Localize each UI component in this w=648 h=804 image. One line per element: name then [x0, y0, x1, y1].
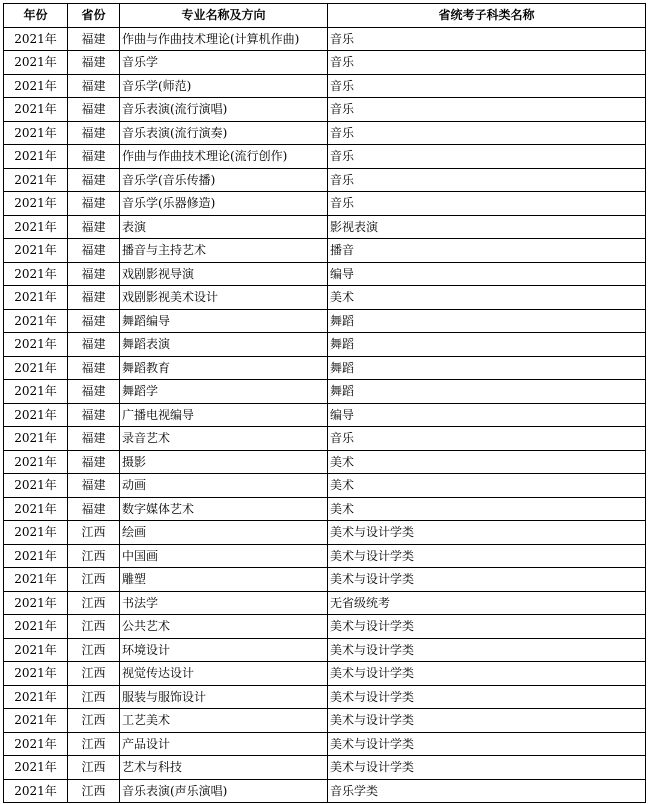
cell-category: 无省级统考 [328, 591, 646, 615]
cell-category: 音乐 [328, 27, 646, 51]
cell-year: 2021年 [4, 427, 68, 451]
table-row [4, 145, 646, 169]
table-row [4, 309, 646, 333]
cell-category: 美术与设计学类 [328, 756, 646, 780]
table-row [4, 544, 646, 568]
cell-province: 福建 [68, 309, 120, 333]
cell-province: 福建 [68, 403, 120, 427]
cell-year: 2021年 [4, 192, 68, 216]
table-row [4, 380, 646, 404]
cell-major: 音乐表演(流行演奏) [120, 121, 328, 145]
cell-major: 工艺美术 [120, 709, 328, 733]
cell-province: 江西 [68, 732, 120, 756]
table-row [4, 98, 646, 122]
cell-category: 美术与设计学类 [328, 732, 646, 756]
cell-province: 福建 [68, 450, 120, 474]
cell-year: 2021年 [4, 732, 68, 756]
cell-province: 江西 [68, 709, 120, 733]
table-row [4, 685, 646, 709]
table-row [4, 74, 646, 98]
cell-major: 中国画 [120, 544, 328, 568]
cell-category: 美术与设计学类 [328, 709, 646, 733]
header-category: 省统考子科类名称 [328, 4, 646, 28]
cell-category: 美术与设计学类 [328, 685, 646, 709]
table-row [4, 779, 646, 803]
cell-category: 美术与设计学类 [328, 615, 646, 639]
cell-year: 2021年 [4, 74, 68, 98]
cell-province: 福建 [68, 215, 120, 239]
cell-year: 2021年 [4, 591, 68, 615]
cell-province: 福建 [68, 27, 120, 51]
cell-category: 美术与设计学类 [328, 568, 646, 592]
cell-major: 公共艺术 [120, 615, 328, 639]
cell-major: 音乐学(师范) [120, 74, 328, 98]
cell-province: 福建 [68, 239, 120, 263]
cell-year: 2021年 [4, 450, 68, 474]
cell-year: 2021年 [4, 756, 68, 780]
cell-year: 2021年 [4, 333, 68, 357]
cell-province: 福建 [68, 51, 120, 75]
table-body [4, 27, 646, 803]
table-row [4, 615, 646, 639]
table-row [4, 262, 646, 286]
cell-province: 江西 [68, 756, 120, 780]
cell-year: 2021年 [4, 262, 68, 286]
cell-province: 江西 [68, 779, 120, 803]
cell-year: 2021年 [4, 27, 68, 51]
cell-year: 2021年 [4, 380, 68, 404]
cell-year: 2021年 [4, 662, 68, 686]
table-row [4, 51, 646, 75]
cell-category: 音乐 [328, 145, 646, 169]
table-row [4, 427, 646, 451]
cell-major: 播音与主持艺术 [120, 239, 328, 263]
majors-table [3, 3, 646, 803]
cell-category: 美术与设计学类 [328, 662, 646, 686]
cell-major: 绘画 [120, 521, 328, 545]
cell-province: 福建 [68, 427, 120, 451]
cell-category: 音乐 [328, 427, 646, 451]
cell-year: 2021年 [4, 638, 68, 662]
cell-major: 音乐学(乐器修造) [120, 192, 328, 216]
table-row [4, 286, 646, 310]
table-row [4, 168, 646, 192]
cell-province: 江西 [68, 591, 120, 615]
cell-major: 舞蹈编导 [120, 309, 328, 333]
table-row [4, 403, 646, 427]
cell-major: 音乐学 [120, 51, 328, 75]
cell-category: 音乐学类 [328, 779, 646, 803]
cell-province: 江西 [68, 544, 120, 568]
cell-category: 美术与设计学类 [328, 638, 646, 662]
cell-category: 音乐 [328, 98, 646, 122]
cell-category: 美术 [328, 286, 646, 310]
table-row [4, 568, 646, 592]
cell-province: 福建 [68, 192, 120, 216]
table-row [4, 121, 646, 145]
cell-category: 美术与设计学类 [328, 544, 646, 568]
cell-province: 江西 [68, 521, 120, 545]
cell-province: 福建 [68, 497, 120, 521]
table-row [4, 662, 646, 686]
table-row [4, 239, 646, 263]
cell-major: 摄影 [120, 450, 328, 474]
cell-province: 江西 [68, 615, 120, 639]
table-row [4, 450, 646, 474]
cell-major: 表演 [120, 215, 328, 239]
header-major: 专业名称及方向 [120, 4, 328, 28]
header-year: 年份 [4, 4, 68, 28]
cell-major: 舞蹈教育 [120, 356, 328, 380]
cell-major: 服装与服饰设计 [120, 685, 328, 709]
cell-category: 音乐 [328, 168, 646, 192]
cell-province: 福建 [68, 145, 120, 169]
cell-year: 2021年 [4, 121, 68, 145]
cell-year: 2021年 [4, 239, 68, 263]
table-row [4, 591, 646, 615]
cell-year: 2021年 [4, 709, 68, 733]
cell-major: 音乐学(音乐传播) [120, 168, 328, 192]
cell-year: 2021年 [4, 286, 68, 310]
cell-year: 2021年 [4, 51, 68, 75]
cell-year: 2021年 [4, 403, 68, 427]
table-row [4, 333, 646, 357]
cell-category: 舞蹈 [328, 356, 646, 380]
cell-year: 2021年 [4, 215, 68, 239]
cell-major: 广播电视编导 [120, 403, 328, 427]
cell-province: 福建 [68, 286, 120, 310]
cell-year: 2021年 [4, 779, 68, 803]
table-row [4, 27, 646, 51]
table-row [4, 732, 646, 756]
cell-province: 福建 [68, 380, 120, 404]
cell-year: 2021年 [4, 615, 68, 639]
cell-province: 福建 [68, 168, 120, 192]
cell-year: 2021年 [4, 544, 68, 568]
cell-major: 环境设计 [120, 638, 328, 662]
cell-category: 舞蹈 [328, 380, 646, 404]
table-row [4, 521, 646, 545]
cell-major: 舞蹈学 [120, 380, 328, 404]
cell-category: 舞蹈 [328, 333, 646, 357]
cell-province: 福建 [68, 356, 120, 380]
cell-province: 江西 [68, 685, 120, 709]
cell-major: 书法学 [120, 591, 328, 615]
cell-province: 福建 [68, 333, 120, 357]
cell-year: 2021年 [4, 497, 68, 521]
cell-major: 音乐表演(声乐演唱) [120, 779, 328, 803]
cell-year: 2021年 [4, 685, 68, 709]
cell-category: 音乐 [328, 74, 646, 98]
cell-major: 戏剧影视导演 [120, 262, 328, 286]
cell-category: 播音 [328, 239, 646, 263]
cell-major: 戏剧影视美术设计 [120, 286, 328, 310]
cell-major: 录音艺术 [120, 427, 328, 451]
cell-province: 福建 [68, 121, 120, 145]
table-row [4, 356, 646, 380]
table-row [4, 756, 646, 780]
cell-year: 2021年 [4, 145, 68, 169]
table-row [4, 215, 646, 239]
table-row [4, 192, 646, 216]
cell-year: 2021年 [4, 356, 68, 380]
cell-major: 视觉传达设计 [120, 662, 328, 686]
table-row [4, 638, 646, 662]
cell-category: 美术与设计学类 [328, 521, 646, 545]
header-province: 省份 [68, 4, 120, 28]
cell-year: 2021年 [4, 474, 68, 498]
cell-category: 音乐 [328, 51, 646, 75]
cell-category: 舞蹈 [328, 309, 646, 333]
cell-category: 编导 [328, 403, 646, 427]
cell-category: 美术 [328, 450, 646, 474]
cell-year: 2021年 [4, 98, 68, 122]
cell-category: 美术 [328, 474, 646, 498]
cell-major: 艺术与科技 [120, 756, 328, 780]
cell-major: 作曲与作曲技术理论(计算机作曲) [120, 27, 328, 51]
cell-major: 数字媒体艺术 [120, 497, 328, 521]
table-header-row [4, 4, 646, 28]
cell-year: 2021年 [4, 309, 68, 333]
cell-province: 江西 [68, 638, 120, 662]
cell-province: 福建 [68, 474, 120, 498]
cell-province: 江西 [68, 662, 120, 686]
cell-category: 影视表演 [328, 215, 646, 239]
cell-province: 福建 [68, 98, 120, 122]
cell-major: 动画 [120, 474, 328, 498]
cell-major: 舞蹈表演 [120, 333, 328, 357]
cell-category: 美术 [328, 497, 646, 521]
cell-major: 音乐表演(流行演唱) [120, 98, 328, 122]
cell-category: 音乐 [328, 121, 646, 145]
cell-year: 2021年 [4, 168, 68, 192]
table-row [4, 474, 646, 498]
cell-major: 产品设计 [120, 732, 328, 756]
cell-year: 2021年 [4, 521, 68, 545]
cell-category: 编导 [328, 262, 646, 286]
cell-year: 2021年 [4, 568, 68, 592]
cell-major: 雕塑 [120, 568, 328, 592]
table-row [4, 709, 646, 733]
table-row [4, 497, 646, 521]
cell-province: 福建 [68, 74, 120, 98]
cell-category: 音乐 [328, 192, 646, 216]
cell-province: 福建 [68, 262, 120, 286]
cell-province: 江西 [68, 568, 120, 592]
cell-major: 作曲与作曲技术理论(流行创作) [120, 145, 328, 169]
